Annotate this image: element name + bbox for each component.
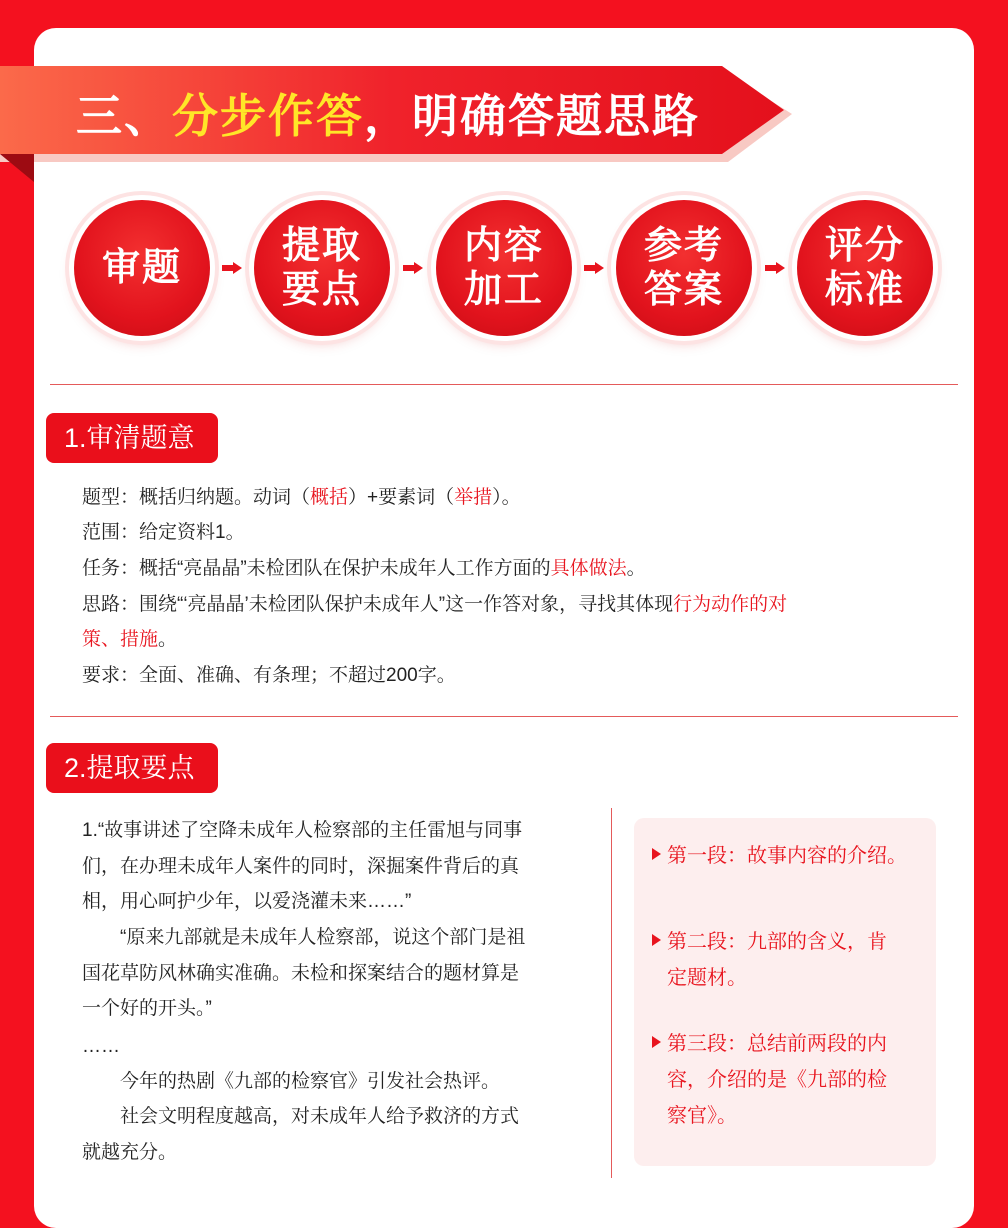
- banner-title-suffix: ，明确答题思路: [364, 90, 700, 142]
- note-paragraph-1: 第一段：故事内容的介绍。: [652, 838, 907, 874]
- arrow-right-icon: [584, 262, 604, 274]
- passage-line: 就越充分。: [82, 1142, 178, 1163]
- idea-line: 思路：围绕“‘亮晶晶’未检团队保护未成年人”这一作答对象，寻找其体现行为动作的对: [82, 594, 788, 615]
- arrow-right-icon: [765, 262, 785, 274]
- note-paragraph-3: 第三段：总结前两段的内: [652, 1026, 887, 1062]
- divider: [50, 716, 958, 717]
- banner-title: [76, 80, 700, 146]
- section-heading-1: 1.审清题意: [46, 413, 218, 463]
- step-label: 审题: [101, 247, 182, 289]
- idea-line-cont: 策、措施。: [82, 629, 178, 650]
- divider: [50, 384, 958, 385]
- step-circle-3: [436, 200, 572, 336]
- note-paragraph-2-cont: 定题材。: [667, 967, 747, 989]
- step-circle-4: [616, 200, 752, 336]
- arrow-right-icon: [403, 262, 423, 274]
- passage-line: “原来九部就是未成年人检察部，说这个部门是祖: [82, 927, 526, 948]
- triangle-bullet-icon: [652, 934, 661, 946]
- section-heading-2: 2.提取要点: [46, 743, 218, 793]
- passage-line: 国花草防风林确实准确。未检和探案结合的题材算是: [82, 963, 520, 984]
- banner-title-prefix: 三、: [76, 90, 172, 142]
- passage-line: 一个好的开头。”: [82, 998, 212, 1019]
- passage-line: 1.“故事讲述了空降未成年人检察部的主任雷旭与同事: [82, 820, 523, 841]
- step-label: 评分 标准: [824, 225, 905, 311]
- passage-line: 们，在办理未成年人案件的同时，深掘案件背后的真: [82, 856, 520, 877]
- triangle-bullet-icon: [652, 848, 661, 860]
- passage-line: ……: [82, 1036, 120, 1057]
- step-circle-2: [254, 200, 390, 336]
- banner-title-highlight: 分步作答: [172, 90, 364, 142]
- note-paragraph-3-cont: 察官》。: [667, 1105, 737, 1127]
- step-label: 参考 答案: [643, 225, 724, 311]
- require-line: 要求：全面、准确、有条理；不超过200字。: [82, 665, 456, 686]
- note-paragraph-2: 第二段：九部的含义，肯: [652, 924, 887, 960]
- column-divider: [611, 808, 612, 1178]
- passage-line: 社会文明程度越高，对未成年人给予救济的方式: [82, 1106, 520, 1127]
- arrow-right-icon: [222, 262, 242, 274]
- step-circle-5: [797, 200, 933, 336]
- passage-line: 相，用心呵护少年，以爱浇灌未来……”: [82, 891, 412, 912]
- step-label: 内容 加工: [463, 225, 544, 311]
- type-line: 题型：概括归纳题。动词（概括）+要素词（举措）。: [82, 487, 521, 508]
- triangle-bullet-icon: [652, 1036, 661, 1048]
- note-paragraph-3-cont: 容，介绍的是《九部的检: [667, 1069, 887, 1091]
- step-circle-1: [74, 200, 210, 336]
- passage-line: 今年的热剧《九部的检察官》引发社会热评。: [82, 1071, 501, 1092]
- task-line: 任务：概括“亮晶晶”未检团队在保护未成年人工作方面的具体做法。: [82, 558, 646, 579]
- scope-line: 范围：给定资料1。: [82, 522, 245, 543]
- step-label: 提取 要点: [281, 225, 362, 311]
